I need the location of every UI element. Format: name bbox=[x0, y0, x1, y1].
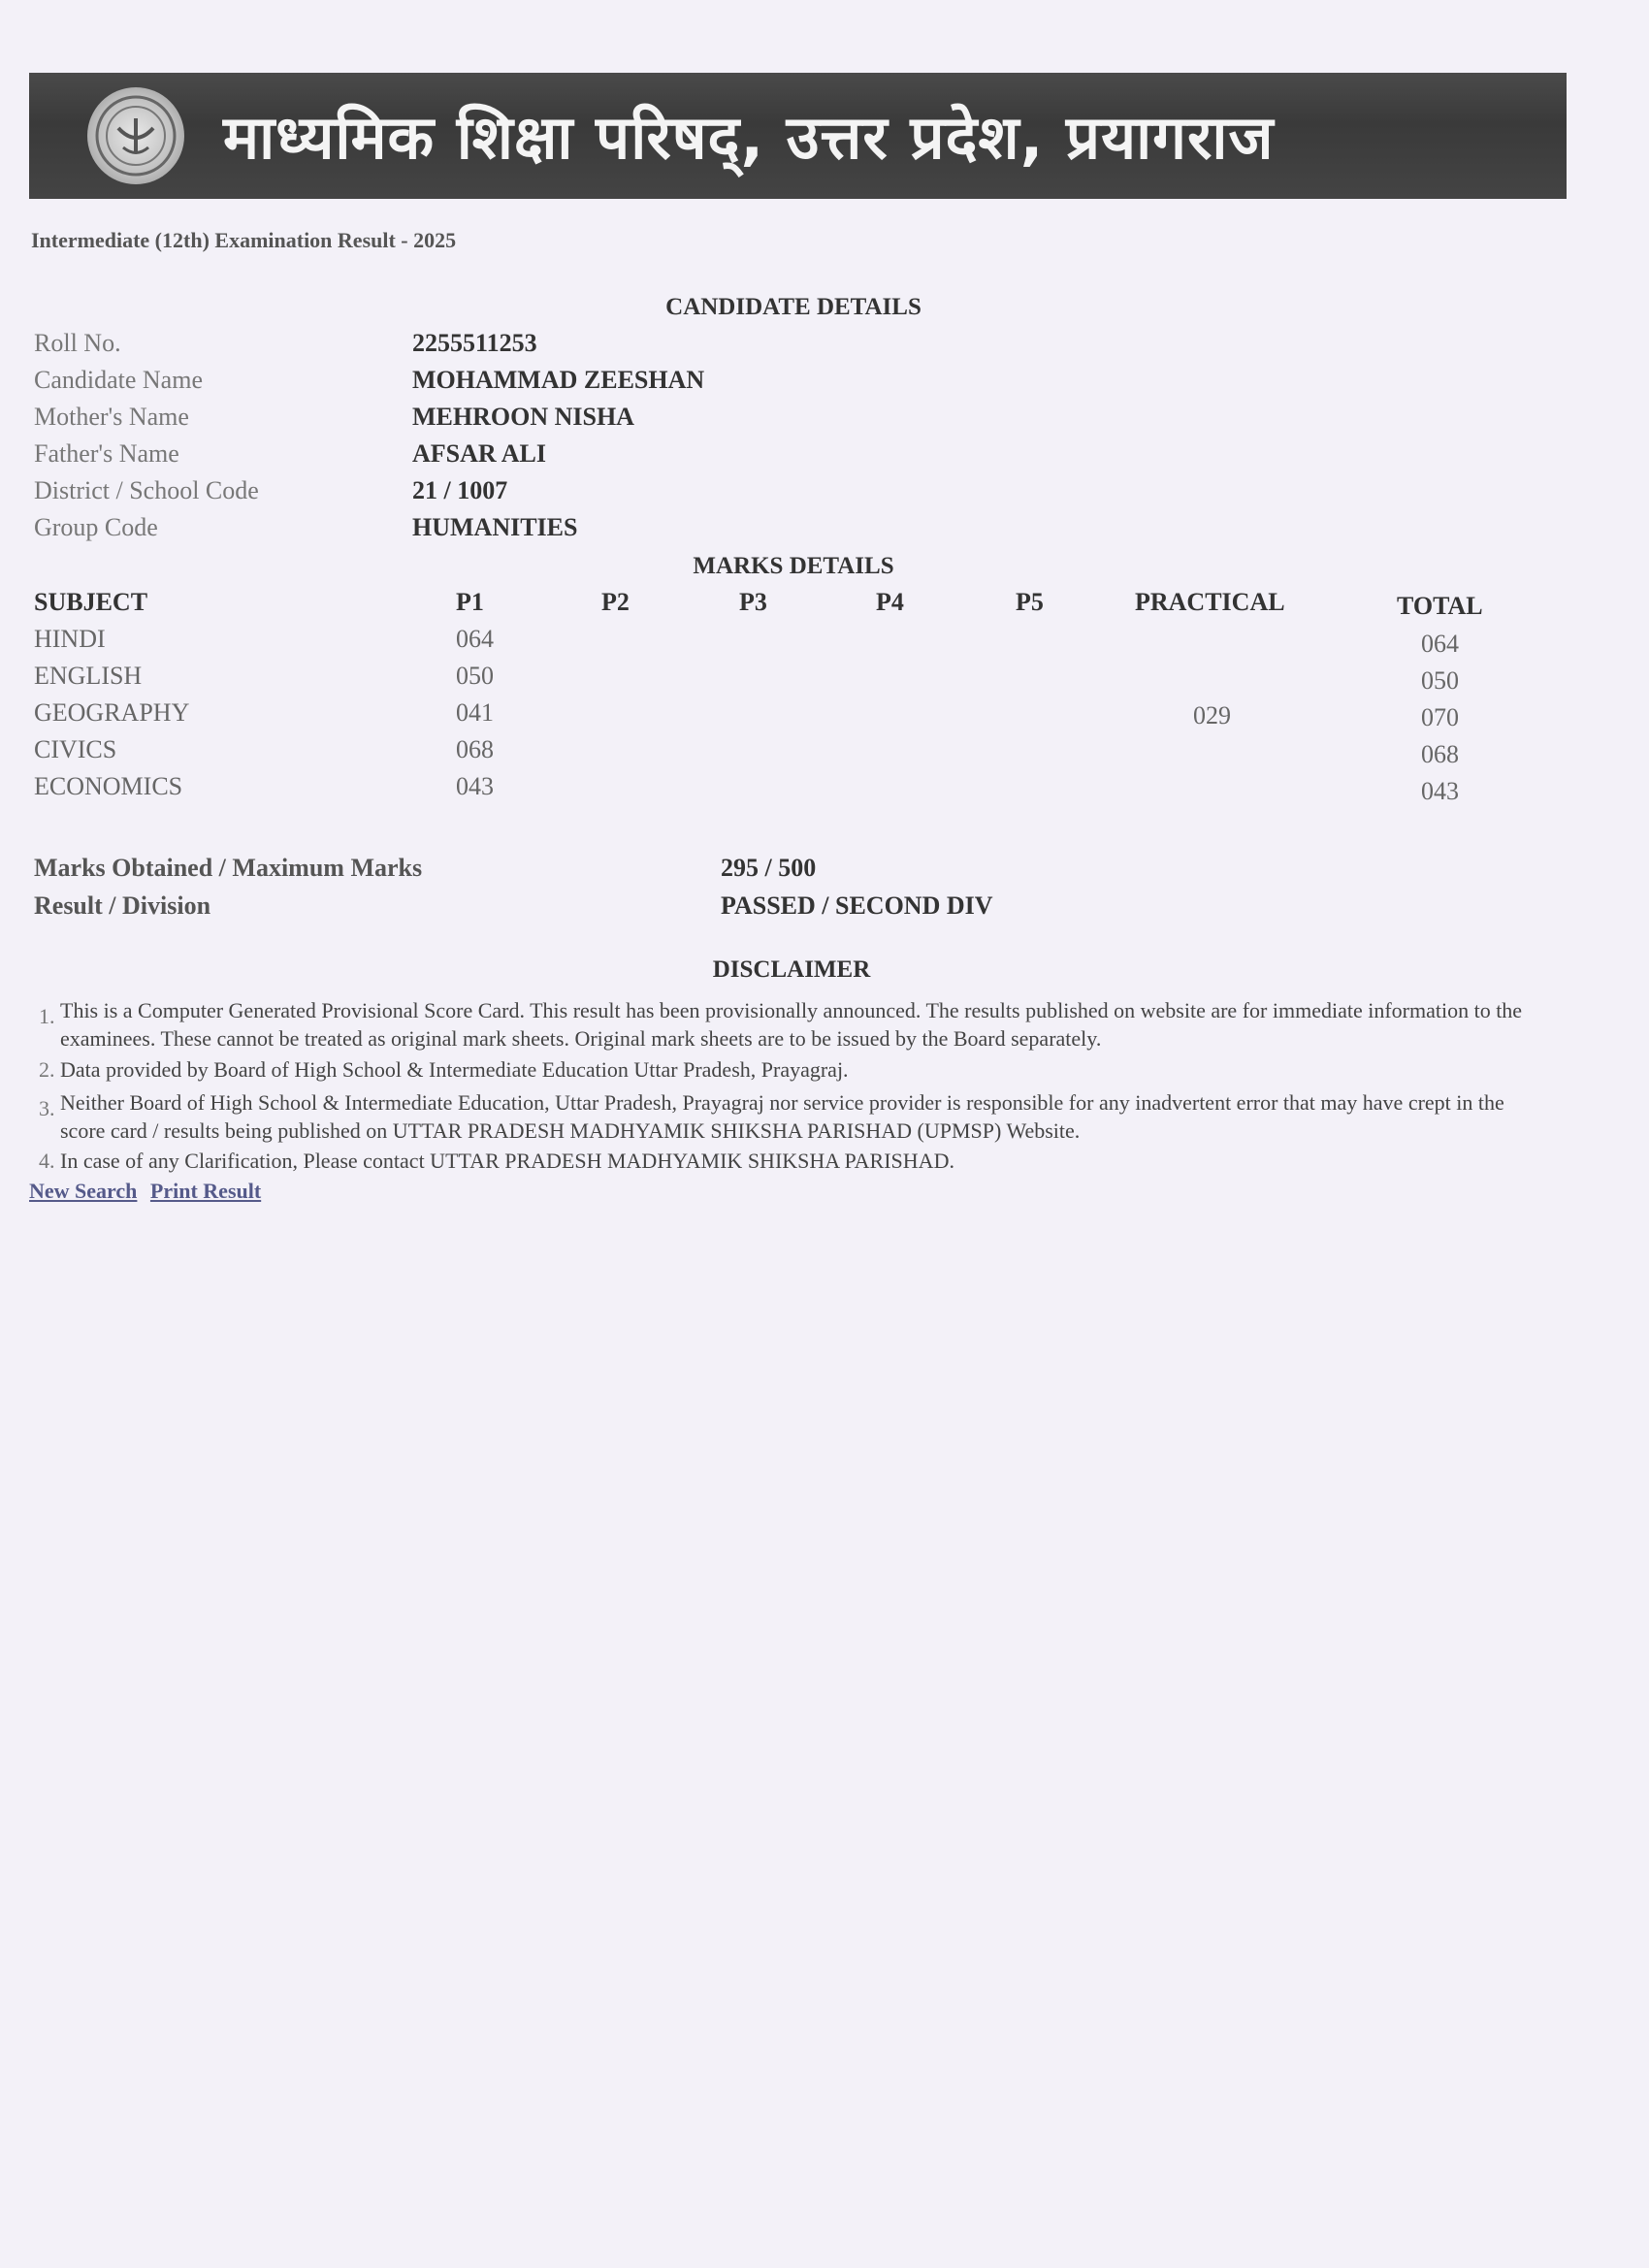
subject-cell: ENGLISH bbox=[34, 662, 143, 690]
table-row bbox=[34, 625, 1547, 660]
candidate-name-label: Candidate Name bbox=[34, 366, 203, 394]
p1-cell: 050 bbox=[456, 662, 494, 690]
p1-cell: 043 bbox=[456, 772, 494, 800]
subject-cell: ECONOMICS bbox=[34, 772, 183, 800]
district-school-code-label: District / School Code bbox=[34, 476, 259, 504]
subject-cell: CIVICS bbox=[34, 735, 117, 763]
p1-cell: 064 bbox=[456, 625, 494, 653]
disclaimer-number: 3. bbox=[39, 1096, 55, 1120]
total-cell: 064 bbox=[1421, 630, 1459, 658]
marks-details-heading: MARKS DETAILS bbox=[693, 553, 894, 579]
result-links bbox=[29, 1179, 269, 1204]
col-practical: PRACTICAL bbox=[1135, 588, 1285, 616]
disclaimer-heading: DISCLAIMER bbox=[712, 956, 871, 983]
total-cell: 043 bbox=[1421, 777, 1459, 805]
candidate-name-value: MOHAMMAD ZEESHAN bbox=[412, 366, 705, 394]
disclaimer-text: In case of any Clarification, Please contact UTTAR PRADESH MADHYAMIK SHIKSHA PARISHAD. bbox=[60, 1149, 954, 1173]
p1-cell: 068 bbox=[456, 735, 494, 763]
col-total: TOTAL bbox=[1397, 592, 1483, 620]
disclaimer-text: Neither Board of High School & Intermediate Education, Uttar Pradesh, Prayagraj nor service provider is responsible for any inadvertent error that may have crept in the score card / results being published on UTTAR PRADESH MADHYAMIK SHIKSHA PARISHAD (UPMSP) Website. bbox=[60, 1090, 1504, 1143]
total-cell: 050 bbox=[1421, 666, 1459, 695]
result-division-value: PASSED / SECOND DIV bbox=[721, 891, 993, 920]
exam-title: Intermediate (12th) Examination Result - 2025 bbox=[31, 228, 457, 252]
mother-name-label: Mother's Name bbox=[34, 403, 189, 431]
father-name-label: Father's Name bbox=[34, 439, 179, 468]
col-p4: P4 bbox=[876, 588, 904, 616]
roll-no-value: 2255511253 bbox=[412, 329, 537, 357]
mother-name-value: MEHROON NISHA bbox=[412, 403, 634, 431]
disclaimer-item bbox=[39, 1088, 1552, 1145]
marks-obtained-value: 295 / 500 bbox=[721, 854, 817, 882]
disclaimer-number: 2. bbox=[39, 1057, 55, 1082]
col-subject: SUBJECT bbox=[34, 588, 148, 616]
print-result-link[interactable]: Print Result bbox=[149, 1179, 262, 1203]
disclaimer-text: This is a Computer Generated Provisional Score Card. This result has been provisionally announced. The results published on website are for immediate information to the examinees. These cannot be treated as original mark sheets. Original mark sheets are to be issued by the Board separately. bbox=[60, 998, 1523, 1051]
marks-table-header bbox=[34, 588, 1547, 623]
new-search-link[interactable]: New Search bbox=[29, 1179, 138, 1203]
roll-no-label: Roll No. bbox=[34, 329, 121, 357]
up-government-seal-icon bbox=[87, 87, 184, 184]
col-p3: P3 bbox=[739, 588, 767, 616]
disclaimer-item bbox=[39, 996, 1552, 1053]
header-banner bbox=[29, 73, 1567, 199]
group-code-value: HUMANITIES bbox=[412, 513, 578, 541]
table-row bbox=[34, 662, 1547, 697]
col-p5: P5 bbox=[1016, 588, 1044, 616]
p1-cell: 041 bbox=[456, 698, 494, 727]
board-title: माध्यमिक शिक्षा परिषद्, उत्तर प्रदेश, प्रयागराज bbox=[223, 102, 1275, 173]
table-row bbox=[34, 772, 1547, 807]
disclaimer-number: 1. bbox=[39, 1004, 55, 1028]
district-school-code-value: 21 / 1007 bbox=[412, 476, 508, 504]
col-p2: P2 bbox=[601, 588, 630, 616]
candidate-details-heading: CANDIDATE DETAILS bbox=[665, 294, 922, 320]
disclaimer-number: 4. bbox=[39, 1149, 55, 1173]
disclaimer-item bbox=[39, 1055, 1552, 1084]
total-cell: 070 bbox=[1421, 703, 1459, 731]
group-code-label: Group Code bbox=[34, 513, 158, 541]
result-division-label: Result / Division bbox=[34, 891, 211, 920]
marks-obtained-label: Marks Obtained / Maximum Marks bbox=[34, 854, 423, 882]
col-p1: P1 bbox=[456, 588, 484, 616]
disclaimer-text: Data provided by Board of High School & Intermediate Education Uttar Pradesh, Prayagraj. bbox=[60, 1057, 849, 1082]
subject-cell: HINDI bbox=[34, 625, 106, 653]
table-row bbox=[34, 698, 1547, 733]
subject-cell: GEOGRAPHY bbox=[34, 698, 190, 727]
practical-cell: 029 bbox=[1193, 701, 1231, 729]
total-cell: 068 bbox=[1421, 740, 1459, 768]
table-row bbox=[34, 735, 1547, 770]
disclaimer-item bbox=[39, 1147, 1552, 1175]
father-name-value: AFSAR ALI bbox=[412, 439, 546, 468]
